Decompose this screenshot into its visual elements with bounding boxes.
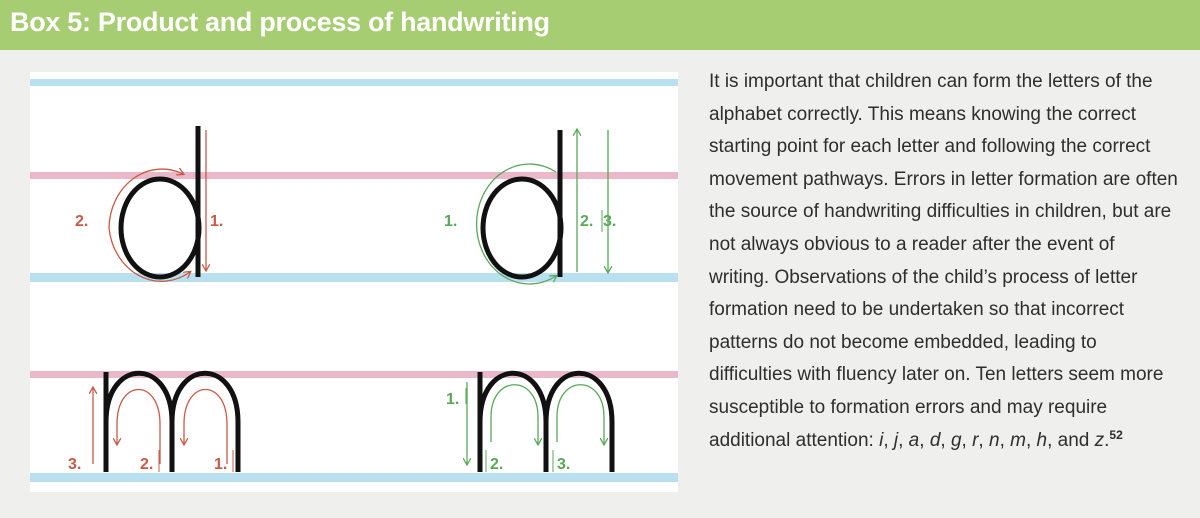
box-header [0, 0, 1200, 50]
m-incorrect-label-2: 2. [140, 456, 154, 473]
d-incorrect-label-1: 1. [210, 213, 224, 230]
letter-h: h [1036, 429, 1048, 451]
letter-m-incorrect [68, 372, 238, 473]
letter-d-incorrect [75, 126, 223, 281]
letter-formation-diagram [30, 72, 678, 492]
d-correct-label-1: 1. [444, 213, 458, 230]
body-paragraph: It is important that children can form the letters of the alphabet correctly. This means knowing the correct starting point for each letter and following the correct movement pathways. Errors in letter formation are often the source of handwriting difficulties in children, but are not always obvious to a reader after the event of writing. Observations of the child’s process of letter formation need to be undertaken so that incorrect patterns do not become embedded, leading to difficulties with fluency later on. Ten letters seem more susceptible to formation errors and may require additional attention: i, j, a, d, g, r, n, m, h, and z.$^{52}$ [709, 71, 1178, 451]
m-correct-label-3: 3. [557, 456, 571, 473]
baseline-upper [30, 273, 678, 282]
d-correct-label-3: 3. [603, 213, 617, 230]
letter-n: n [988, 429, 1000, 451]
letter-j: j [893, 429, 899, 451]
letter-m: m [1010, 429, 1026, 451]
d-correct-label-2: 2. [580, 213, 594, 230]
body-main-text: It is important that children can form the letters of the alphabet correctly. This means knowing the correct starting point for each letter and following the correct movement pathways. Errors in letter formation are often the source of handwriting difficulties in children, but are not always obvious to a reader after the event of writing. Observations of the child’s process of letter formation need to be undertaken so that incorrect patterns do not become embedded, leading to difficulties with fluency later on. Ten letters seem more susceptible to formation errors and may require additional attention: [709, 71, 1178, 451]
letter-a: a [908, 429, 920, 451]
d-incorrect-label-2: 2. [75, 213, 89, 230]
conjunction-text: and [1057, 429, 1090, 451]
m-correct-label-2: 2. [490, 456, 504, 473]
box-title: Box 5: Product and process of handwriting [10, 7, 550, 37]
letter-r: r [972, 429, 979, 451]
m-correct-label-1: 1. [446, 391, 460, 408]
letter-i: i [879, 429, 884, 451]
footnote-marker[interactable]: 52 [1109, 427, 1123, 442]
letter-m-correct [446, 372, 612, 473]
letter-d: d [929, 429, 941, 451]
baseline-lower [30, 473, 678, 482]
m-incorrect-label-1: 1. [214, 456, 228, 473]
letter-d-correct [444, 130, 616, 284]
top-line [30, 79, 678, 86]
midline-upper [30, 172, 678, 179]
diagram-svg [30, 72, 678, 492]
letter-z: z [1094, 429, 1105, 451]
letter-g: g [950, 429, 962, 451]
m-incorrect-label-3: 3. [68, 456, 82, 473]
